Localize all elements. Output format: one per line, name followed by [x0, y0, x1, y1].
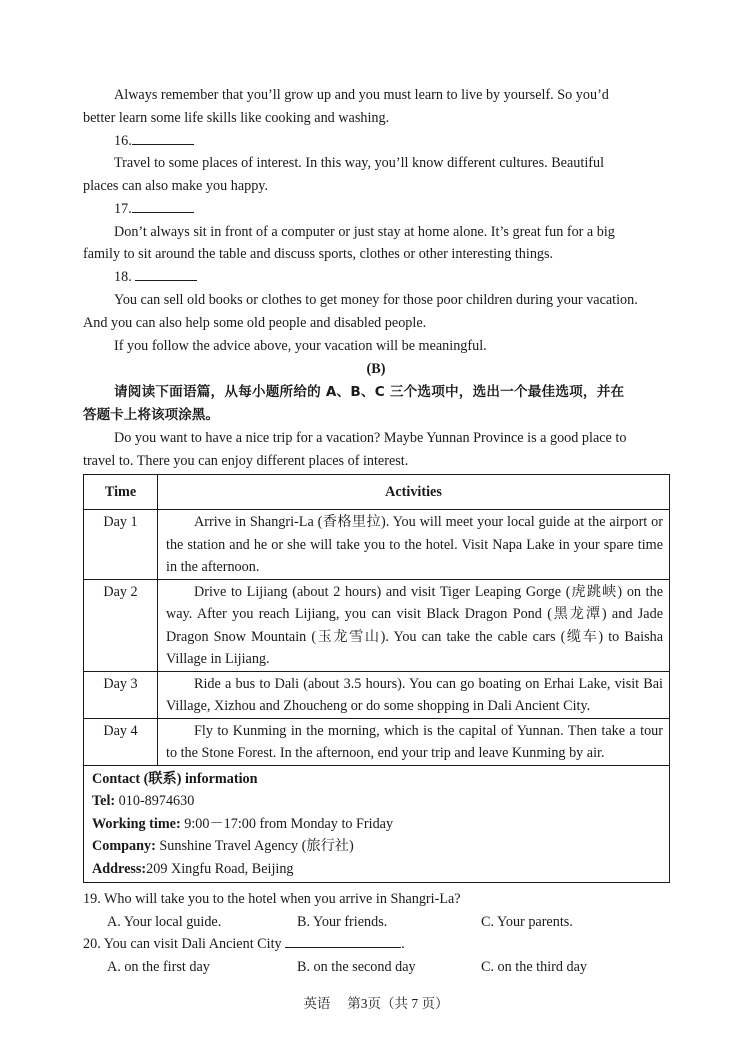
- table-row: [84, 510, 670, 580]
- question-17-blank: [114, 198, 194, 220]
- question-number: 17.: [114, 201, 132, 217]
- contact-title: Contact (联系) information: [92, 770, 258, 787]
- header-activities: Activities: [158, 475, 670, 510]
- option-c[interactable]: C. Your parents.: [481, 914, 573, 930]
- question-number: 18.: [114, 269, 132, 285]
- option-a[interactable]: A. Your local guide.: [107, 914, 222, 930]
- header-time: Time: [84, 475, 158, 510]
- answer-blank: [135, 267, 197, 281]
- paragraph-line: Do you want to have a nice trip for a vacation? Maybe Yunnan Province is a good place to: [114, 430, 627, 446]
- activity-cell: Ride a bus to Dali (about 3.5 hours). You can go boating on Erhai Lake, visit Bai Village, Xizhou and Zhoucheng or do some shopping in Dali Ancient City.: [158, 671, 670, 718]
- day-cell: Day 3: [84, 671, 158, 718]
- paragraph-line: If you follow the advice above, your vacation will be meaningful.: [114, 338, 487, 354]
- answer-blank: [132, 131, 194, 145]
- paragraph-line: You can sell old books or clothes to get money for those poor children during your vacation.: [114, 292, 638, 308]
- table-row: [84, 718, 670, 765]
- question-number: 16.: [114, 133, 132, 149]
- question-19-stem: 19. Who will take you to the hotel when you arrive in Shangri-La?: [83, 891, 461, 907]
- question-18-blank: [114, 266, 197, 288]
- paragraph-line: places can also make you happy.: [83, 178, 269, 194]
- paragraph-line: family to sit around the table and discuss sports, clothes or other interesting things.: [83, 246, 554, 262]
- contact-company: Company: Sunshine Travel Agency (旅行社): [92, 838, 354, 854]
- question-16-blank: [114, 130, 194, 152]
- table-header-row: [84, 475, 670, 510]
- activity-cell: Drive to Lijiang (about 2 hours) and visit Tiger Leaping Gorge (虎跳峡) on the way. After you reach Lijiang, you can visit Black Dragon Pond (黑龙潭) and Jade Dragon Snow Mountain (玉龙雪山). You can take the cable cars (缆车) to Baisha Village in Lijiang.: [158, 579, 670, 671]
- day-cell: Day 4: [84, 718, 158, 765]
- itinerary-table: [83, 474, 670, 883]
- paragraph-line: travel to. There you can enjoy different places of interest.: [83, 453, 409, 469]
- paragraph-line: Travel to some places of interest. In this way, you’ll know different cultures. Beautiful: [114, 155, 605, 171]
- answer-blank: [132, 199, 194, 213]
- paragraph-line: Always remember that you’ll grow up and you must learn to live by yourself. So you’d: [114, 87, 609, 103]
- day-cell: Day 1: [84, 510, 158, 580]
- option-b[interactable]: B. on the second day: [297, 959, 416, 975]
- section-heading: (B): [366, 361, 386, 377]
- paragraph-line: Don’t always sit in front of a computer or just stay at home alone. It’s great fun for a big: [114, 224, 615, 240]
- instruction-line: 请阅读下面语篇，从每小题所给的 A、B、C 三个选项中，选出一个最佳选项，并在: [114, 384, 625, 400]
- contact-hours: Working time: 9:00－17:00 from Monday to Friday: [92, 815, 394, 832]
- table-row: [84, 671, 670, 718]
- table-row: [84, 579, 670, 671]
- instruction-line: 答题卡上将该项涂黑。: [83, 407, 219, 423]
- contact-row: [84, 765, 670, 883]
- option-b[interactable]: B. Your friends.: [297, 914, 388, 930]
- activity-cell: Fly to Kunming in the morning, which is the capital of Yunnan. Then take a tour to the Stone Forest. In the afternoon, end your trip and leave Kunming by air.: [158, 718, 670, 765]
- contact-tel: Tel: 010-8974630: [92, 793, 195, 809]
- question-20-stem: 20. You can visit Dali Ancient City .: [83, 936, 405, 952]
- day-cell: Day 2: [84, 579, 158, 671]
- page-footer: 英语 第3页（共 7 页）: [303, 996, 449, 1011]
- activity-cell: Arrive in Shangri-La (香格里拉). You will meet your local guide at the airport or the station and he or she will take you to the hotel. Visit Napa Lake in your spare time in the afternoon.: [158, 510, 670, 580]
- option-a[interactable]: A. on the first day: [107, 959, 210, 975]
- contact-cell: [84, 765, 670, 883]
- option-c[interactable]: C. on the third day: [481, 959, 587, 975]
- paragraph-line: better learn some life skills like cooking and washing.: [83, 110, 390, 126]
- paragraph-line: And you can also help some old people and disabled people.: [83, 315, 427, 331]
- answer-blank: [285, 934, 401, 948]
- contact-address: Address:209 Xingfu Road, Beijing: [92, 860, 294, 877]
